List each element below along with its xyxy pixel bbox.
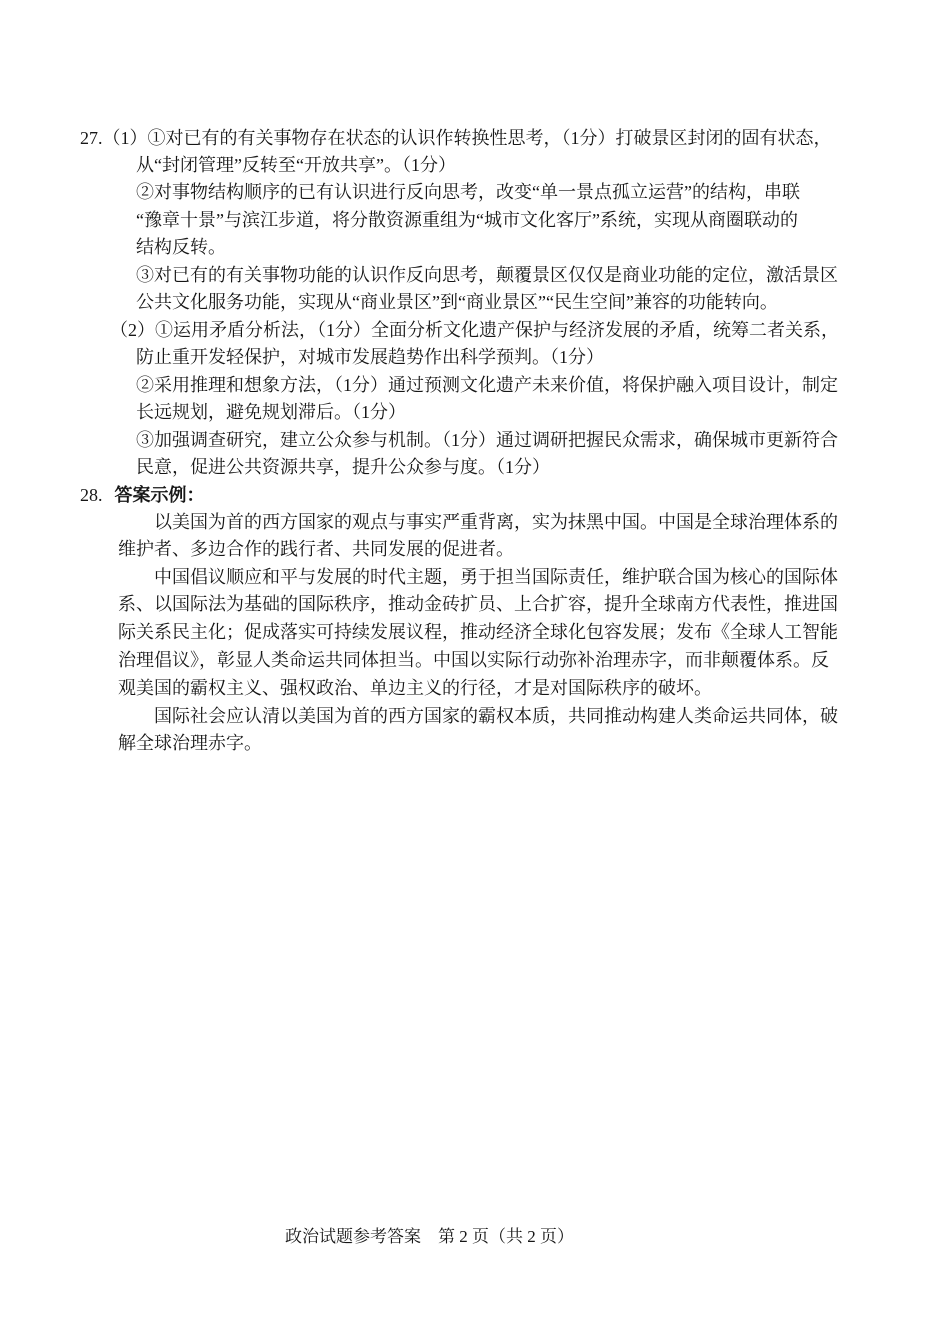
q28-para2-line1: 中国倡议顺应和平与发展的时代主题，勇于担当国际责任，维护联合国为核心的国际体 xyxy=(154,567,838,587)
q28-para3-line1: 国际社会应认清以美国为首的西方国家的霸权本质，共同推动构建人类命运共同体，破 xyxy=(154,706,838,726)
q27-part2-item2-line2: 长远规划，避免规划滞后。（1分） xyxy=(136,402,406,422)
q28-para1-line1: 以美国为首的西方国家的观点与事实严重背离，实为抹黑中国。中国是全球治理体系的 xyxy=(154,512,838,532)
q27-part2-item1-line1 xyxy=(110,319,839,341)
q27-part2-item1-line2: 防止重开发轻保护，对城市发展趋势作出科学预判。（1分） xyxy=(136,347,604,367)
q28-heading xyxy=(80,484,205,506)
q27-part2-item3-line1: ③加强调查研究，建立公众参与机制。（1分）通过调研把握民众需求，确保城市更新符合 xyxy=(136,430,838,450)
q27-part1-item1-line2: 从“封闭管理”反转至“开放共享”。（1分） xyxy=(136,155,456,175)
answer-example-title: 答案示例： xyxy=(114,485,205,505)
question-number: 27. xyxy=(80,128,103,148)
q27-part1-item3-line1: ③对已有的有关事物功能的认识作反向思考，颠覆景区仅仅是商业功能的定位，激活景区 xyxy=(136,265,838,285)
answer-text: ①对已有的有关事物存在状态的认识作转换性思考，（1分）打破景区封闭的固有状态， xyxy=(147,128,832,148)
q28-para1-line2: 维护者、多边合作的践行者、共同发展的促进者。 xyxy=(118,539,514,559)
q28-para3-line2: 解全球治理赤字。 xyxy=(118,733,262,753)
part-label: （2） xyxy=(110,320,155,340)
q27-part2-item3-line2: 民意，促进公共资源共享，提升公众参与度。（1分） xyxy=(136,457,550,477)
q28-para2-line3: 际关系民主化；促成落实可持续发展议程，推动经济全球化包容发展；发布《全球人工智能 xyxy=(118,622,838,642)
q27-part1-item3-line2: 公共文化服务功能，实现从“商业景区”到“商业景区”“民生空间”兼容的功能转向。 xyxy=(136,292,778,312)
q27-part1-item1-line1 xyxy=(80,127,832,149)
page-footer: 政治试题参考答案 第 2 页（共 2 页） xyxy=(285,1227,574,1246)
q27-part1-item2-line3: 结构反转。 xyxy=(136,237,226,257)
q27-part1-item2-line1: ②对事物结构顺序的已有认识进行反向思考，改变“单一景点孤立运营”的结构，串联 xyxy=(136,182,800,202)
q28-para2-line4: 治理倡议》，彰显人类命运共同体担当。中国以实际行动弥补治理赤字，而非颠覆体系。反 xyxy=(118,650,829,670)
q28-para2-line2: 系、以国际法为基础的国际秩序，推动金砖扩员、上合扩容，提升全球南方代表性，推进国 xyxy=(118,594,838,614)
part-label: （1） xyxy=(102,128,148,148)
question-number: 28. xyxy=(80,485,103,505)
q27-part2-item2-line1: ②采用推理和想象方法，（1分）通过预测文化遗产未来价值，将保护融入项目设计，制定 xyxy=(136,375,838,395)
answer-text: ①运用矛盾分析法，（1分）全面分析文化遗产保护与经济发展的矛盾，统筹二者关系， xyxy=(155,320,839,340)
q28-para2-line5: 观美国的霸权主义、强权政治、单边主义的行径，才是对国际秩序的破坏。 xyxy=(118,678,712,698)
q27-part1-item2-line2: “豫章十景”与滨江步道，将分散资源重组为“城市文化客厅”系统，实现从商圈联动的 xyxy=(136,210,798,230)
